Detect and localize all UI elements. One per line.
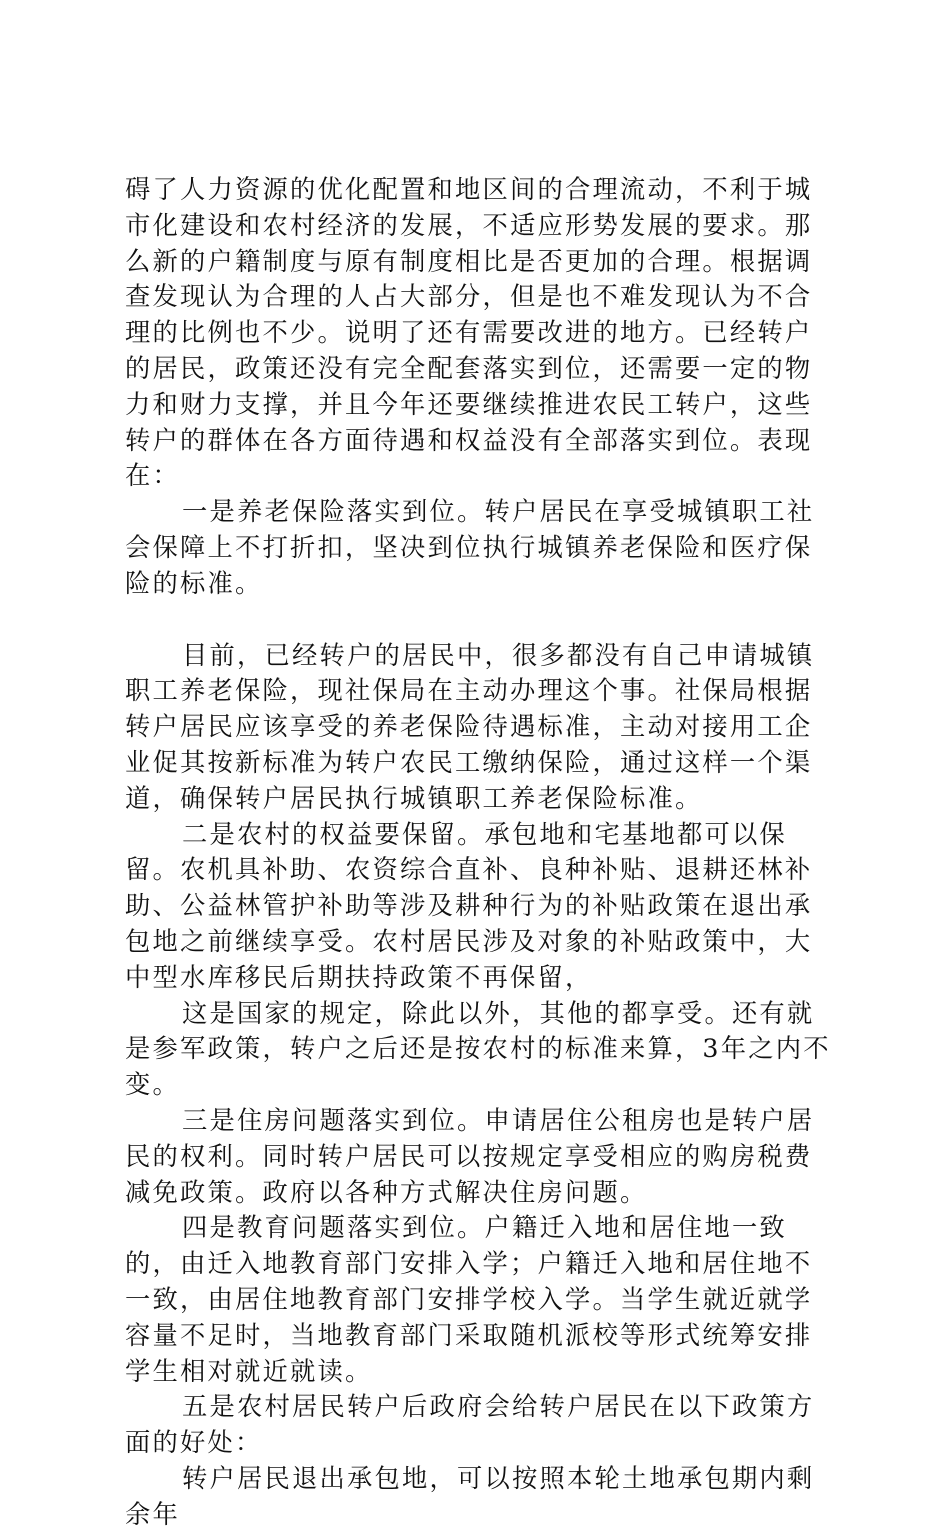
paragraph-national-rules: 这是国家的规定，除此以外，其他的都享受。还有就是参军政策，转户之后还是按农村的标准来算，3年之内不变。 bbox=[125, 998, 831, 1100]
paragraph-benefits: 五是农村居民转户后政府会给转户居民在以下政策方面的好处： bbox=[125, 1392, 815, 1458]
paragraph-pension-item: 一是养老保险落实到位。转户居民在享受城镇职工社会保障上不打折扣，坚决到位执行城镇养老保险和医疗保险的标准。 bbox=[125, 497, 815, 598]
paragraph-education: 四是教育问题落实到位。户籍迁入地和居住地一致的，由迁入地教育部门安排入学；户籍迁入地和居住地不一致，由居住地教育部门安排学校入学。当学生就近就学容量不足时，当地教育部门采取随机派校等形式统筹安排学生相对就近就读。 bbox=[125, 1213, 813, 1386]
paragraph-housing: 三是住房问题落实到位。申请居住公租房也是转户居民的权利。同时转户居民可以按规定享受相应的购房税费减免政策。政府以各种方式解决住房问题。 bbox=[125, 1105, 815, 1207]
paragraph-pension-detail: 目前，已经转户的居民中，很多都没有自己申请城镇职工养老保险，现社保局在主动办理这个事。社保局根据转户居民应该享受的养老保险待遇标准，主动对接用工企业促其按新标准为转户农民工缴纳保险，通过这样一个渠道，确保转户居民执行城镇职工养老保险标准。 bbox=[125, 640, 815, 813]
paragraph-intro: 碍了人力资源的优化配置和地区间的合理流动，不利于城市化建设和农村经济的发展，不适应形势发展的要求。那么新的户籍制度与原有制度相比是否更加的合理。根据调查发现认为合理的人占大部分，但是也不难发现认为不合理的比例也不少。说明了还有需要改进的地方。已经转户的居民，政策还没有完全配套落实到位，还需要一定的物力和财力支撑，并且今年还要继续推进农民工转户，这些转户的群体在各方面待遇和权益没有全部落实到位。表现在： bbox=[125, 175, 813, 491]
paragraph-land-exit: 转户居民退出承包地，可以按照本轮土地承包期内剩余年 bbox=[125, 1463, 815, 1529]
document-page bbox=[125, 172, 837, 1532]
paragraph-gap bbox=[125, 602, 837, 638]
paragraph-rural-rights: 二是农村的权益要保留。承包地和宅基地都可以保留。农机具补助、农资综合直补、良种补贴、退耕还林补助、公益林管护补助等涉及耕种行为的补贴政策在退出承包地之前继续享受。农村居民涉及对象的补贴政策中，大中型水库移民后期扶持政策不再保留， bbox=[125, 819, 813, 992]
